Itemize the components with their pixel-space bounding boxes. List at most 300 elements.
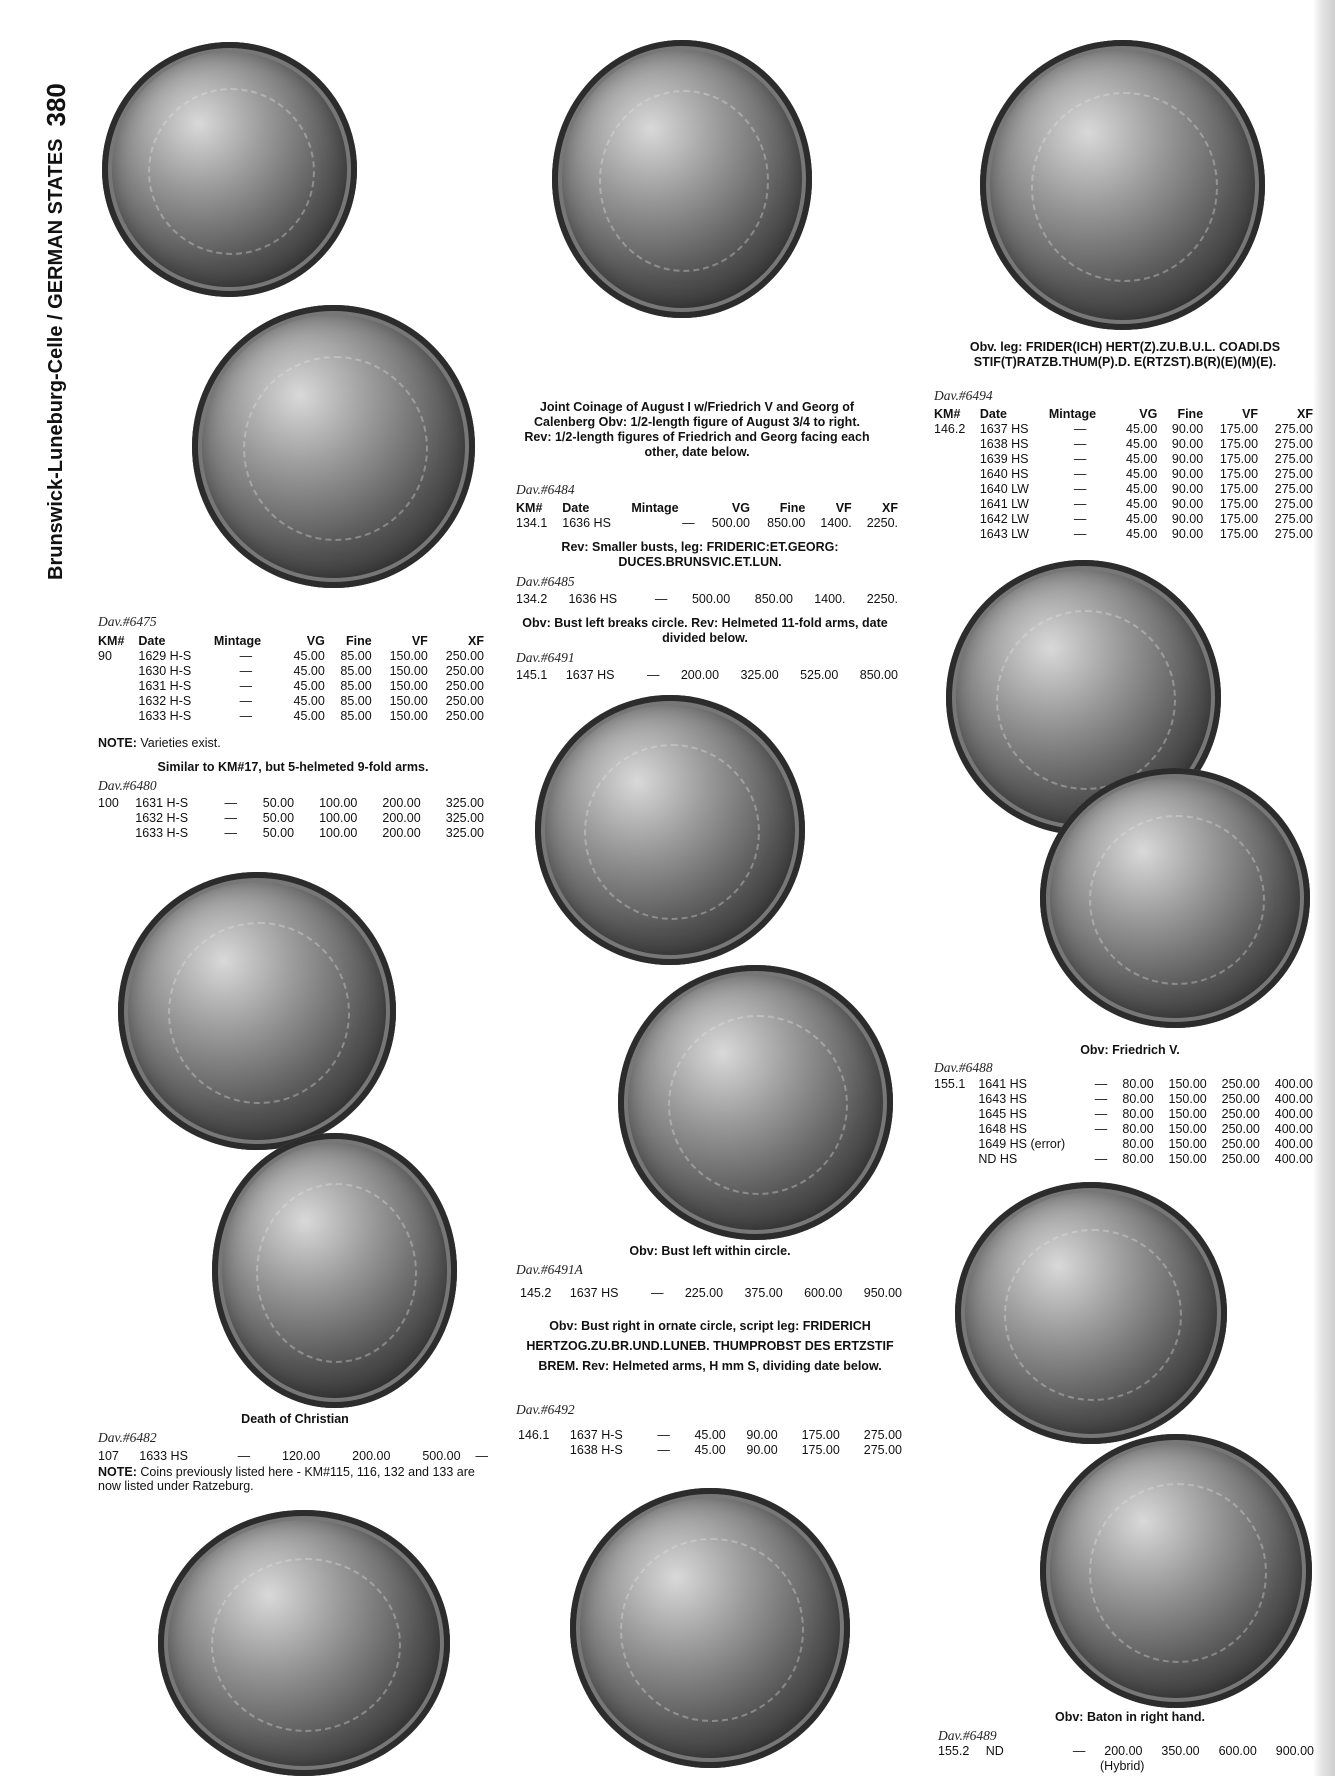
cell: [96, 811, 133, 826]
cell: —: [239, 649, 253, 663]
cell: 1630 H-S: [138, 664, 192, 678]
cell: 145.2: [520, 1286, 552, 1300]
cell: 80.00: [1122, 1152, 1154, 1166]
cell: —: [237, 1449, 251, 1463]
cell: 400.00: [1274, 1092, 1313, 1106]
caption-km145-1: Obv: Bust left breaks circle. Rev: Helmeted 11-fold arms, date divided below.: [522, 616, 888, 645]
col-km: KM#: [516, 501, 543, 515]
cell: 90.00: [1171, 467, 1204, 481]
price-table-km145-1: [514, 668, 900, 683]
note-label: NOTE:: [98, 1465, 137, 1479]
caption-km155-2: Obv: Baton in right hand.: [1055, 1710, 1205, 1724]
cell: 175.00: [1219, 452, 1259, 466]
cell: 50.00: [262, 826, 295, 840]
table-row: [932, 1122, 1315, 1137]
cell: [932, 527, 978, 542]
table-row: [96, 1449, 490, 1464]
table-row: [932, 1137, 1315, 1152]
coin-image-km107: [212, 1133, 457, 1408]
cell: 80.00: [1122, 1107, 1154, 1121]
caption-km134-2: Rev: Smaller busts, leg: FRIDERIC:ET.GEORG: DUCES.BRUNSVIC.ET.LUN.: [561, 540, 839, 569]
table-row: [932, 512, 1315, 527]
cell: 325.00: [445, 811, 484, 825]
cell: 80.00: [1122, 1092, 1154, 1106]
cell: 275.00: [1274, 437, 1313, 451]
cell: [932, 1122, 976, 1137]
cell: [96, 664, 136, 679]
cell: [96, 679, 136, 694]
cell: [932, 1107, 976, 1122]
cell: 90.00: [746, 1428, 778, 1442]
dav-number: Dav.#6484: [516, 482, 575, 497]
cell: [932, 497, 978, 512]
cell: 45.00: [1126, 497, 1158, 511]
table-row: [96, 811, 486, 826]
cell: 1632 H-S: [138, 694, 192, 708]
col-vg: VG: [731, 501, 750, 515]
table-row: [96, 709, 486, 724]
coin-image-km90-obverse: [102, 42, 357, 297]
cell: 45.00: [1126, 527, 1158, 541]
cell: —: [657, 1428, 670, 1442]
col-vf: VF: [1242, 407, 1259, 421]
cell: 90.00: [1171, 497, 1204, 511]
cell: —: [1073, 437, 1087, 451]
col-date: Date: [138, 634, 166, 648]
cell: 45.00: [293, 664, 325, 678]
price-table-km134-2: [514, 592, 900, 607]
cell: 250.00: [1221, 1122, 1260, 1136]
cell: 134.2: [516, 592, 548, 606]
cell: 850.00: [859, 668, 898, 682]
cell: 200.00: [352, 1449, 391, 1463]
cell: 500.00: [691, 592, 731, 606]
cell: 200.00: [382, 811, 421, 825]
cell: 175.00: [1219, 482, 1259, 496]
cell: 45.00: [293, 694, 325, 708]
cell: 150.00: [1168, 1122, 1207, 1136]
col-date: Date: [562, 501, 590, 515]
coin-image-km145-obverse: [535, 695, 805, 965]
caption-km100: Similar to KM#17, but 5-helmeted 9-fold arms.: [157, 760, 429, 774]
cell: 45.00: [1126, 437, 1158, 451]
caption-death-of-christian: Death of Christian: [241, 1412, 349, 1426]
cell: 85.00: [340, 649, 372, 663]
cell: 1643 LW: [979, 527, 1029, 541]
cell: 1643 HS: [978, 1092, 1028, 1106]
table-header-row: [932, 407, 1315, 422]
cell: 1636 HS: [562, 516, 611, 530]
cell: —: [224, 796, 238, 810]
cell: 85.00: [340, 679, 372, 693]
cell: 275.00: [1274, 482, 1313, 496]
col-mintage: Mintage: [1048, 407, 1097, 421]
page-edge-shadow: [1313, 0, 1335, 1776]
table-row: [936, 1744, 1316, 1759]
cell: 45.00: [694, 1428, 726, 1442]
table-header-row: [96, 634, 486, 649]
cell: 175.00: [801, 1428, 840, 1442]
cell: 90.00: [1171, 437, 1204, 451]
cell: 275.00: [1274, 527, 1313, 541]
coin-image-km107-bottom: [158, 1510, 450, 1776]
cell: 175.00: [1219, 497, 1259, 511]
hybrid-note: (Hybrid): [1100, 1759, 1145, 1773]
note-ratzeburg: [98, 1465, 490, 1493]
cell: 200.00: [680, 668, 720, 682]
col-xf: XF: [468, 634, 484, 648]
cell: 200.00: [382, 826, 421, 840]
coin-image-km100: [118, 872, 396, 1150]
cell: —: [224, 826, 238, 840]
cell: 275.00: [1274, 422, 1313, 436]
table-row: [932, 422, 1315, 437]
cell: —: [654, 592, 668, 606]
cell: 45.00: [293, 709, 325, 723]
cell: 275.00: [1274, 452, 1313, 466]
cell: [516, 1443, 568, 1458]
cell: 85.00: [340, 664, 372, 678]
cell: [932, 1137, 976, 1152]
cell: 1632 H-S: [135, 811, 189, 825]
cell: —: [1094, 1107, 1108, 1121]
cell: 175.00: [1219, 437, 1259, 451]
cell: —: [1073, 527, 1087, 541]
cell: 1633 HS: [139, 1449, 188, 1463]
table-header-row: [514, 501, 900, 516]
col-mintage: Mintage: [631, 501, 679, 515]
cell: ND HS: [978, 1152, 1018, 1166]
cell: 1629 H-S: [138, 649, 192, 663]
table-row: [96, 796, 486, 811]
dav-number: Dav.#6491A: [516, 1262, 583, 1277]
cell: 525.00: [800, 668, 839, 682]
cell: 1642 LW: [979, 512, 1029, 526]
caption-km146-1: Obv: Bust right in ornate circle, script leg: FRIDERICH HERTZOG.ZU.BR.UND.LUNEB. THUMPROBST DES ERTZSTIF BREM. Rev: Helmeted arms, H mm S, dividing date below.: [526, 1319, 894, 1373]
cell: 45.00: [1126, 467, 1158, 481]
cell: 400.00: [1274, 1077, 1313, 1091]
cell: —: [239, 694, 253, 708]
cell: 146.2: [934, 422, 966, 436]
cell: 350.00: [1161, 1744, 1200, 1758]
cell: 500.00: [422, 1449, 461, 1463]
table-row: [96, 826, 486, 841]
cell: 250.00: [1221, 1152, 1260, 1166]
cell: 200.00: [382, 796, 421, 810]
note-label: NOTE:: [98, 736, 137, 750]
cell: —: [239, 664, 253, 678]
coin-image-km155-2-reverse: [1040, 1434, 1312, 1708]
table-row: [516, 1428, 904, 1443]
table-row: [96, 679, 486, 694]
cell: —: [224, 811, 238, 825]
dav-number: Dav.#6475: [98, 614, 157, 629]
cell: —: [682, 516, 695, 530]
caption-km155-1: Obv: Friedrich V.: [1080, 1043, 1180, 1057]
cell: [1091, 1137, 1112, 1152]
col-mintage: Mintage: [213, 634, 262, 648]
cell: 325.00: [445, 826, 484, 840]
cell: 90.00: [1171, 512, 1204, 526]
dav-number: Dav.#6485: [516, 574, 575, 589]
cell: —: [1073, 422, 1087, 436]
dav-number: Dav.#6491: [516, 650, 575, 665]
price-table-km155-2: [936, 1744, 1316, 1759]
cell: [932, 1152, 976, 1167]
cell: 80.00: [1122, 1137, 1154, 1151]
cell: 250.00: [1221, 1077, 1260, 1091]
cell: —: [1073, 512, 1087, 526]
cell: 45.00: [1126, 482, 1158, 496]
cell: 146.1: [518, 1428, 550, 1442]
cell: 90: [98, 649, 112, 663]
price-table-km146-1: [516, 1428, 904, 1458]
cell: 275.00: [1274, 467, 1313, 481]
cell: 400.00: [1274, 1152, 1313, 1166]
table-row: [514, 592, 900, 607]
cell: 150.00: [389, 679, 428, 693]
price-table-km146-2: [932, 407, 1315, 542]
cell: —: [650, 1286, 664, 1300]
col-xf: XF: [1297, 407, 1313, 421]
dav-number: Dav.#6492: [516, 1402, 575, 1417]
table-row: [516, 1443, 904, 1458]
coin-image-km155-2-obverse: [955, 1182, 1227, 1444]
table-row: [932, 467, 1315, 482]
col-fine: Fine: [779, 501, 806, 515]
coin-image-km90-reverse: [192, 305, 475, 588]
cell: 325.00: [740, 668, 779, 682]
col-km: KM#: [98, 634, 125, 648]
cell: 1400.: [814, 592, 846, 606]
cell: 250.00: [1221, 1137, 1260, 1151]
cell: 45.00: [694, 1443, 726, 1457]
caption-km145-2: Obv: Bust left within circle.: [629, 1244, 791, 1258]
cell: [932, 1092, 976, 1107]
cell: 45.00: [1126, 452, 1158, 466]
table-row: [932, 1152, 1315, 1167]
cell: 45.00: [293, 649, 325, 663]
cell: —: [1072, 1744, 1086, 1758]
cell: 375.00: [744, 1286, 783, 1300]
cell: 1638 HS: [979, 437, 1029, 451]
table-row: [932, 1107, 1315, 1122]
cell: 1648 HS: [978, 1122, 1028, 1136]
cell: 1639 HS: [979, 452, 1029, 466]
coin-image-km145-reverse: [618, 965, 893, 1240]
cell: 2250.: [866, 516, 898, 530]
table-row: [932, 527, 1315, 542]
table-row: [514, 516, 900, 531]
table-row: [932, 1092, 1315, 1107]
cell: 50.00: [262, 811, 295, 825]
cell: —: [1094, 1077, 1108, 1091]
cell: [932, 467, 978, 482]
col-xf: XF: [882, 501, 898, 515]
cell: 275.00: [1274, 512, 1313, 526]
cell: 1641 LW: [979, 497, 1029, 511]
cell: 225.00: [684, 1286, 724, 1300]
section-title: [38, 60, 74, 580]
cell: —: [475, 1449, 488, 1463]
cell: 45.00: [1126, 422, 1158, 436]
cell: 155.1: [934, 1077, 966, 1091]
cell: [932, 512, 978, 527]
col-vg: VG: [306, 634, 325, 648]
price-table-km90: [96, 634, 486, 724]
page-number: 380: [40, 83, 71, 127]
cell: 85.00: [340, 694, 372, 708]
cell: 134.1: [516, 516, 548, 530]
dav-number: Dav.#6482: [98, 1430, 157, 1445]
dav-number: Dav.#6480: [98, 778, 157, 793]
cell: 400.00: [1274, 1137, 1313, 1151]
cell: 90.00: [746, 1443, 778, 1457]
cell: 150.00: [1168, 1077, 1207, 1091]
cell: 600.00: [804, 1286, 843, 1300]
cell: 275.00: [863, 1428, 902, 1442]
cell: 275.00: [1274, 497, 1313, 511]
cell: 500.00: [711, 516, 750, 530]
cell: 900.00: [1275, 1744, 1314, 1758]
cell: 150.00: [1168, 1092, 1207, 1106]
cell: 1641 HS: [978, 1077, 1028, 1091]
cell: 1400.: [820, 516, 852, 530]
cell: 45.00: [1126, 512, 1158, 526]
cell: 1631 H-S: [135, 796, 189, 810]
price-table-km145-2: [518, 1286, 904, 1301]
cell: 250.00: [445, 649, 484, 663]
caption-km134: Joint Coinage of August I w/Friedrich V and Georg of Calenberg Obv: 1/2-length figure of August 3/4 to right. Rev: 1/2-length figures of Friedrich and Georg facing each other, date below.: [524, 400, 870, 459]
cell: 850.00: [754, 592, 793, 606]
cell: 100.00: [319, 796, 358, 810]
cell: 850.00: [767, 516, 806, 530]
cell: —: [1094, 1152, 1108, 1166]
cell: 107: [98, 1449, 119, 1463]
cell: [932, 437, 978, 452]
cell: 150.00: [1168, 1137, 1207, 1151]
cell: 150.00: [1168, 1107, 1207, 1121]
col-fine: Fine: [346, 634, 372, 648]
cell: 325.00: [445, 796, 484, 810]
col-fine: Fine: [1177, 407, 1204, 421]
cell: 100.00: [319, 826, 358, 840]
note-text: Varieties exist.: [140, 736, 221, 750]
table-row: [932, 497, 1315, 512]
cell: 250.00: [445, 694, 484, 708]
cell: 90.00: [1171, 452, 1204, 466]
cell: 100: [98, 796, 119, 810]
dav-number: Dav.#6488: [934, 1060, 993, 1075]
cell: [932, 452, 978, 467]
cell: 85.00: [340, 709, 372, 723]
table-row: [932, 437, 1315, 452]
price-table-km107: [96, 1449, 490, 1464]
cell: 1631 H-S: [138, 679, 192, 693]
cell: 90.00: [1171, 482, 1204, 496]
cell: 1636 HS: [568, 592, 618, 606]
cell: 80.00: [1122, 1077, 1154, 1091]
cell: 1649 HS (error): [978, 1137, 1066, 1151]
cell: 250.00: [1221, 1092, 1260, 1106]
cell: 50.00: [262, 796, 295, 810]
cell: 250.00: [445, 664, 484, 678]
cell: 175.00: [1219, 527, 1259, 541]
cell: [932, 482, 978, 497]
cell: [96, 709, 136, 724]
cell: 150.00: [389, 694, 428, 708]
cell: 175.00: [801, 1443, 840, 1457]
cell: 1638 H-S: [569, 1443, 623, 1457]
col-vf: VF: [411, 634, 428, 648]
coin-image-km146-1: [570, 1488, 850, 1768]
cell: 400.00: [1274, 1122, 1313, 1136]
cell: [96, 694, 136, 709]
dav-number: Dav.#6494: [934, 388, 993, 403]
cell: —: [1094, 1092, 1108, 1106]
note-varieties: [98, 736, 221, 750]
table-row: [932, 1077, 1315, 1092]
cell: 200.00: [1104, 1744, 1143, 1758]
cell: 145.1: [516, 668, 548, 682]
cell: —: [1073, 467, 1087, 481]
price-table-km155-1: [932, 1077, 1315, 1167]
cell: ND: [985, 1744, 1004, 1758]
cell: 250.00: [445, 679, 484, 693]
cell: 90.00: [1171, 422, 1204, 436]
cell: 1637 HS: [569, 1286, 619, 1300]
coin-image-km134-obverse: [552, 40, 812, 318]
cell: 45.00: [293, 679, 325, 693]
cell: 950.00: [863, 1286, 902, 1300]
table-row: [932, 482, 1315, 497]
cell: 2250.: [866, 592, 898, 606]
table-row: [932, 452, 1315, 467]
cell: —: [239, 679, 253, 693]
cell: 150.00: [389, 649, 428, 663]
cell: 1637 H-S: [569, 1428, 623, 1442]
cell: 80.00: [1122, 1122, 1154, 1136]
cell: —: [239, 709, 253, 723]
cell: 120.00: [282, 1449, 321, 1463]
cell: 1637 HS: [565, 668, 615, 682]
cell: 1633 H-S: [135, 826, 189, 840]
col-vg: VG: [1139, 407, 1158, 421]
col-km: KM#: [934, 407, 961, 421]
cell: [96, 826, 133, 841]
cell: 250.00: [1221, 1107, 1260, 1121]
table-row: [514, 668, 900, 683]
cell: 1633 H-S: [138, 709, 192, 723]
coin-image-km146-2: [980, 40, 1265, 330]
table-row: [96, 664, 486, 679]
cell: 150.00: [389, 664, 428, 678]
caption-km146-2: Obv. leg: FRIDER(ICH) HERT(Z).ZU.B.U.L. COADI.DS STIF(T)RATZB.THUM(P).D. E(RTZST).B(R)(E)(M)(E).: [969, 340, 1281, 369]
coin-image-km155-1-reverse: [1040, 768, 1310, 1028]
cell: 175.00: [1219, 512, 1259, 526]
cell: 175.00: [1219, 467, 1259, 481]
cell: 175.00: [1219, 422, 1259, 436]
cell: 150.00: [1168, 1152, 1207, 1166]
cell: —: [646, 668, 660, 682]
cell: 1640 HS: [979, 467, 1029, 481]
cell: —: [1073, 482, 1087, 496]
cell: 90.00: [1171, 527, 1204, 541]
cell: —: [1073, 497, 1087, 511]
cell: 1640 LW: [979, 482, 1029, 496]
note-text: Coins previously listed here - KM#115, 116, 132 and 133 are now listed under Ratzeburg.: [98, 1465, 475, 1493]
cell: 1637 HS: [979, 422, 1029, 436]
